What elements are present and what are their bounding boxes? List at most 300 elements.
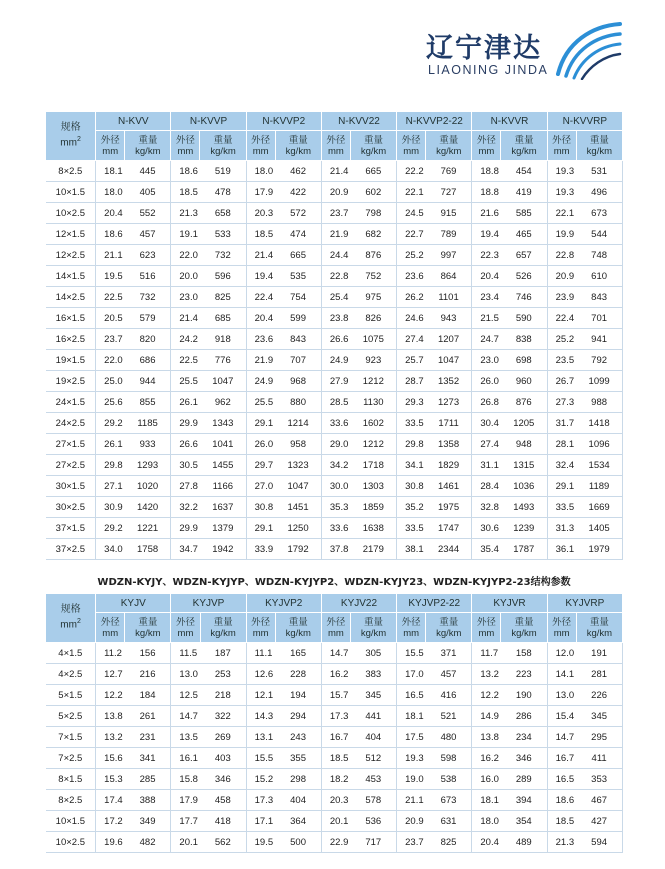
outer-diameter-cell: 16.5 xyxy=(547,769,576,790)
weight-cell: 572 xyxy=(275,203,321,224)
spec-cell: 37×2.5 xyxy=(46,539,96,560)
outer-diameter-header: 外径 mm xyxy=(547,131,576,161)
weight-cell: 289 xyxy=(501,769,547,790)
weight-cell: 658 xyxy=(200,203,246,224)
outer-diameter-cell: 25.5 xyxy=(246,392,275,413)
table-row xyxy=(46,664,623,685)
spec-cell: 24×1.5 xyxy=(46,392,96,413)
group-header: N-KVVP2-22 xyxy=(397,112,472,131)
outer-diameter-cell: 21.6 xyxy=(472,203,501,224)
table-row xyxy=(46,727,623,748)
outer-diameter-cell: 33.9 xyxy=(246,539,275,560)
weight-cell: 298 xyxy=(275,769,321,790)
outer-diameter-cell: 19.3 xyxy=(397,748,426,769)
weight-cell: 1250 xyxy=(275,518,321,539)
weight-cell: 226 xyxy=(576,685,622,706)
outer-diameter-cell: 34.2 xyxy=(321,455,350,476)
outer-diameter-cell: 15.6 xyxy=(96,748,125,769)
outer-diameter-cell: 15.5 xyxy=(246,748,275,769)
weight-cell: 482 xyxy=(125,832,171,853)
weight-header: 重量 kg/km xyxy=(426,131,472,161)
outer-diameter-cell: 26.6 xyxy=(171,434,200,455)
logo-english-name: LIAONING JINDA xyxy=(428,63,549,77)
outer-diameter-cell: 18.5 xyxy=(321,748,350,769)
outer-diameter-cell: 16.5 xyxy=(397,685,426,706)
weight-cell: 516 xyxy=(125,266,171,287)
group-header: N-KVVP2 xyxy=(246,112,321,131)
weight-cell: 1534 xyxy=(576,455,622,476)
weight-header: 重量 kg/km xyxy=(275,613,321,643)
weight-cell: 234 xyxy=(501,727,547,748)
outer-diameter-cell: 20.9 xyxy=(397,811,426,832)
weight-cell: 216 xyxy=(125,664,171,685)
weight-cell: 295 xyxy=(576,727,622,748)
weight-cell: 732 xyxy=(125,287,171,308)
weight-cell: 533 xyxy=(200,224,246,245)
outer-diameter-header: 外径 mm xyxy=(321,131,350,161)
outer-diameter-cell: 14.7 xyxy=(547,727,576,748)
outer-diameter-cell: 31.7 xyxy=(547,413,576,434)
weight-cell: 364 xyxy=(275,811,321,832)
group-header: N-KVVR xyxy=(472,112,547,131)
outer-diameter-header: 外径 mm xyxy=(397,613,426,643)
weight-header: 重量 kg/km xyxy=(576,131,622,161)
outer-diameter-cell: 23.5 xyxy=(547,350,576,371)
outer-diameter-cell: 38.1 xyxy=(397,539,426,560)
outer-diameter-cell: 18.5 xyxy=(246,224,275,245)
outer-diameter-cell: 19.0 xyxy=(397,769,426,790)
spec-cell: 19×2.5 xyxy=(46,371,96,392)
outer-diameter-cell: 14.1 xyxy=(547,664,576,685)
outer-diameter-cell: 22.1 xyxy=(397,182,426,203)
n-kvv-spec-table xyxy=(45,111,623,560)
outer-diameter-cell: 16.0 xyxy=(472,769,501,790)
outer-diameter-header: 外径 mm xyxy=(472,613,501,643)
weight-header: 重量 kg/km xyxy=(275,131,321,161)
group-header: KYJVRP xyxy=(547,594,622,613)
outer-diameter-cell: 12.6 xyxy=(246,664,275,685)
weight-header: 重量 kg/km xyxy=(200,131,246,161)
weight-cell: 1451 xyxy=(275,497,321,518)
outer-diameter-cell: 15.3 xyxy=(96,769,125,790)
weight-cell: 187 xyxy=(200,643,246,664)
table-row xyxy=(46,182,623,203)
outer-diameter-cell: 17.9 xyxy=(171,790,200,811)
weight-cell: 536 xyxy=(350,811,396,832)
weight-cell: 1343 xyxy=(200,413,246,434)
outer-diameter-cell: 16.2 xyxy=(472,748,501,769)
outer-diameter-cell: 18.1 xyxy=(472,790,501,811)
weight-cell: 1166 xyxy=(200,476,246,497)
weight-cell: 1420 xyxy=(125,497,171,518)
weight-cell: 354 xyxy=(501,811,547,832)
weight-cell: 1041 xyxy=(200,434,246,455)
outer-diameter-cell: 19.3 xyxy=(547,161,576,182)
outer-diameter-cell: 12.5 xyxy=(171,685,200,706)
weight-cell: 673 xyxy=(426,790,472,811)
outer-diameter-cell: 18.0 xyxy=(246,161,275,182)
table-row xyxy=(46,245,623,266)
weight-cell: 322 xyxy=(200,706,246,727)
outer-diameter-cell: 26.7 xyxy=(547,371,576,392)
table-row xyxy=(46,685,623,706)
table-row xyxy=(46,350,623,371)
outer-diameter-cell: 23.0 xyxy=(171,287,200,308)
table-row xyxy=(46,434,623,455)
outer-diameter-cell: 33.5 xyxy=(547,497,576,518)
weight-cell: 933 xyxy=(125,434,171,455)
outer-diameter-cell: 14.7 xyxy=(171,706,200,727)
weight-cell: 792 xyxy=(576,350,622,371)
table-row xyxy=(46,308,623,329)
spec-header: 规格 $mm^2$ xyxy=(46,112,96,161)
outer-diameter-cell: 15.2 xyxy=(246,769,275,790)
outer-diameter-cell: 33.5 xyxy=(397,413,426,434)
weight-cell: 1189 xyxy=(576,476,622,497)
outer-diameter-cell: 22.8 xyxy=(547,245,576,266)
outer-diameter-cell: 24.5 xyxy=(397,203,426,224)
weight-cell: 1711 xyxy=(426,413,472,434)
weight-cell: 798 xyxy=(350,203,396,224)
weight-cell: 578 xyxy=(350,790,396,811)
outer-diameter-cell: 16.7 xyxy=(321,727,350,748)
outer-diameter-cell: 15.7 xyxy=(321,685,350,706)
outer-diameter-cell: 18.1 xyxy=(397,706,426,727)
spec-cell: 10×2.5 xyxy=(46,203,96,224)
outer-diameter-cell: 24.9 xyxy=(246,371,275,392)
weight-cell: 1379 xyxy=(200,518,246,539)
outer-diameter-cell: 22.0 xyxy=(171,245,200,266)
weight-cell: 531 xyxy=(576,161,622,182)
weight-cell: 1221 xyxy=(125,518,171,539)
weight-cell: 975 xyxy=(350,287,396,308)
outer-diameter-cell: 35.2 xyxy=(397,497,426,518)
outer-diameter-cell: 34.1 xyxy=(397,455,426,476)
weight-cell: 1099 xyxy=(576,371,622,392)
outer-diameter-cell: 37.8 xyxy=(321,539,350,560)
outer-diameter-cell: 26.2 xyxy=(397,287,426,308)
weight-cell: 457 xyxy=(125,224,171,245)
table-row xyxy=(46,706,623,727)
outer-diameter-cell: 12.2 xyxy=(96,685,125,706)
weight-cell: 1758 xyxy=(125,539,171,560)
outer-diameter-cell: 20.3 xyxy=(321,790,350,811)
weight-cell: 1315 xyxy=(501,455,547,476)
weight-cell: 480 xyxy=(426,727,472,748)
weight-cell: 826 xyxy=(350,308,396,329)
table-row xyxy=(46,769,623,790)
spec-cell: 5×1.5 xyxy=(46,685,96,706)
weight-header: 重量 kg/km xyxy=(501,131,547,161)
spec-cell: 16×2.5 xyxy=(46,329,96,350)
group-header: KYJVP2-22 xyxy=(397,594,472,613)
outer-diameter-header: 外径 mm xyxy=(171,131,200,161)
outer-diameter-cell: 17.2 xyxy=(96,811,125,832)
table-row xyxy=(46,392,623,413)
weight-cell: 1101 xyxy=(426,287,472,308)
weight-cell: 286 xyxy=(501,706,547,727)
weight-cell: 462 xyxy=(275,161,321,182)
outer-diameter-cell: 18.2 xyxy=(321,769,350,790)
outer-diameter-cell: 23.7 xyxy=(96,329,125,350)
outer-diameter-cell: 20.5 xyxy=(96,308,125,329)
weight-cell: 1638 xyxy=(350,518,396,539)
outer-diameter-cell: 23.7 xyxy=(397,832,426,853)
weight-cell: 1293 xyxy=(125,455,171,476)
outer-diameter-cell: 28.4 xyxy=(472,476,501,497)
table-row xyxy=(46,329,623,350)
outer-diameter-cell: 18.1 xyxy=(96,161,125,182)
weight-cell: 1461 xyxy=(426,476,472,497)
weight-cell: 1942 xyxy=(200,539,246,560)
outer-diameter-cell: 23.6 xyxy=(397,266,426,287)
weight-cell: 915 xyxy=(426,203,472,224)
spec-cell: 5×2.5 xyxy=(46,706,96,727)
outer-diameter-cell: 27.1 xyxy=(96,476,125,497)
weight-cell: 544 xyxy=(576,224,622,245)
outer-diameter-cell: 16.1 xyxy=(171,748,200,769)
weight-cell: 1747 xyxy=(426,518,472,539)
weight-cell: 478 xyxy=(200,182,246,203)
outer-diameter-cell: 18.5 xyxy=(171,182,200,203)
weight-cell: 1207 xyxy=(426,329,472,350)
outer-diameter-cell: 33.6 xyxy=(321,413,350,434)
weight-cell: 526 xyxy=(501,266,547,287)
outer-diameter-cell: 16.7 xyxy=(547,748,576,769)
outer-diameter-cell: 21.3 xyxy=(547,832,576,853)
weight-cell: 789 xyxy=(426,224,472,245)
outer-diameter-cell: 15.4 xyxy=(547,706,576,727)
outer-diameter-cell: 13.0 xyxy=(547,685,576,706)
table-row xyxy=(46,371,623,392)
weight-cell: 701 xyxy=(576,308,622,329)
group-header: KYJVP xyxy=(171,594,246,613)
weight-cell: 457 xyxy=(426,664,472,685)
outer-diameter-cell: 22.7 xyxy=(397,224,426,245)
weight-cell: 184 xyxy=(125,685,171,706)
table-row xyxy=(46,224,623,245)
weight-cell: 727 xyxy=(426,182,472,203)
outer-diameter-cell: 33.6 xyxy=(321,518,350,539)
spec-cell: 30×2.5 xyxy=(46,497,96,518)
outer-diameter-cell: 25.6 xyxy=(96,392,125,413)
outer-diameter-cell: 20.4 xyxy=(246,308,275,329)
weight-cell: 876 xyxy=(501,392,547,413)
outer-diameter-cell: 30.6 xyxy=(472,518,501,539)
outer-diameter-header: 外径 mm xyxy=(246,613,275,643)
weight-cell: 843 xyxy=(275,329,321,350)
weight-cell: 418 xyxy=(200,811,246,832)
weight-cell: 1493 xyxy=(501,497,547,518)
swoosh-logo-icon xyxy=(552,18,622,80)
weight-cell: 190 xyxy=(501,685,547,706)
outer-diameter-cell: 24.9 xyxy=(321,350,350,371)
group-header: N-KVV xyxy=(96,112,171,131)
outer-diameter-cell: 20.4 xyxy=(472,266,501,287)
outer-diameter-cell: 30.8 xyxy=(246,497,275,518)
weight-cell: 997 xyxy=(426,245,472,266)
table-row xyxy=(46,518,623,539)
spec-cell: 8×2.5 xyxy=(46,790,96,811)
spec-cell: 27×2.5 xyxy=(46,455,96,476)
spec-cell: 4×1.5 xyxy=(46,643,96,664)
weight-cell: 345 xyxy=(576,706,622,727)
table-row xyxy=(46,476,623,497)
weight-cell: 427 xyxy=(576,811,622,832)
weight-cell: 404 xyxy=(350,727,396,748)
weight-cell: 623 xyxy=(125,245,171,266)
weight-cell: 579 xyxy=(125,308,171,329)
weight-cell: 1205 xyxy=(501,413,547,434)
spec-cell: 12×1.5 xyxy=(46,224,96,245)
weight-cell: 261 xyxy=(125,706,171,727)
weight-cell: 419 xyxy=(501,182,547,203)
outer-diameter-cell: 17.1 xyxy=(246,811,275,832)
outer-diameter-cell: 22.0 xyxy=(96,350,125,371)
weight-cell: 1979 xyxy=(576,539,622,560)
weight-cell: 665 xyxy=(350,161,396,182)
weight-header: 重量 kg/km xyxy=(125,613,171,643)
weight-cell: 657 xyxy=(501,245,547,266)
weight-cell: 732 xyxy=(200,245,246,266)
outer-diameter-cell: 22.8 xyxy=(321,266,350,287)
weight-cell: 1047 xyxy=(275,476,321,497)
outer-diameter-cell: 11.2 xyxy=(96,643,125,664)
table-row xyxy=(46,413,623,434)
weight-header: 重量 kg/km xyxy=(125,131,171,161)
weight-cell: 1303 xyxy=(350,476,396,497)
table-row xyxy=(46,497,623,518)
weight-cell: 416 xyxy=(426,685,472,706)
outer-diameter-cell: 19.1 xyxy=(171,224,200,245)
outer-diameter-cell: 18.0 xyxy=(96,182,125,203)
outer-diameter-cell: 17.0 xyxy=(397,664,426,685)
weight-cell: 467 xyxy=(576,790,622,811)
weight-cell: 496 xyxy=(576,182,622,203)
weight-cell: 441 xyxy=(350,706,396,727)
outer-diameter-header: 外径 mm xyxy=(96,131,125,161)
outer-diameter-cell: 26.6 xyxy=(321,329,350,350)
weight-cell: 458 xyxy=(200,790,246,811)
weight-cell: 988 xyxy=(576,392,622,413)
spec-cell: 37×1.5 xyxy=(46,518,96,539)
weight-cell: 876 xyxy=(350,245,396,266)
weight-cell: 944 xyxy=(125,371,171,392)
outer-diameter-cell: 30.0 xyxy=(321,476,350,497)
weight-cell: 918 xyxy=(200,329,246,350)
outer-diameter-cell: 20.1 xyxy=(171,832,200,853)
weight-cell: 599 xyxy=(275,308,321,329)
outer-diameter-cell: 29.1 xyxy=(246,413,275,434)
outer-diameter-cell: 23.0 xyxy=(472,350,501,371)
outer-diameter-header: 外径 mm xyxy=(397,131,426,161)
outer-diameter-header: 外径 mm xyxy=(321,613,350,643)
weight-cell: 269 xyxy=(200,727,246,748)
logo-chinese-name: 辽宁津达 xyxy=(426,33,542,64)
spec-cell: 30×1.5 xyxy=(46,476,96,497)
weight-cell: 682 xyxy=(350,224,396,245)
weight-cell: 538 xyxy=(426,769,472,790)
outer-diameter-cell: 19.5 xyxy=(96,266,125,287)
table-row xyxy=(46,643,623,664)
outer-diameter-cell: 18.6 xyxy=(96,224,125,245)
weight-header: 重量 kg/km xyxy=(501,613,547,643)
outer-diameter-cell: 23.9 xyxy=(547,287,576,308)
outer-diameter-cell: 11.5 xyxy=(171,643,200,664)
outer-diameter-header: 外径 mm xyxy=(96,613,125,643)
weight-cell: 465 xyxy=(501,224,547,245)
weight-cell: 596 xyxy=(200,266,246,287)
outer-diameter-cell: 34.0 xyxy=(96,539,125,560)
weight-cell: 453 xyxy=(350,769,396,790)
outer-diameter-cell: 17.5 xyxy=(397,727,426,748)
weight-cell: 673 xyxy=(576,203,622,224)
weight-cell: 371 xyxy=(426,643,472,664)
weight-cell: 707 xyxy=(275,350,321,371)
outer-diameter-cell: 29.7 xyxy=(246,455,275,476)
outer-diameter-cell: 21.4 xyxy=(246,245,275,266)
weight-cell: 1212 xyxy=(350,371,396,392)
weight-header: 重量 kg/km xyxy=(350,131,396,161)
weight-cell: 1418 xyxy=(576,413,622,434)
outer-diameter-cell: 19.4 xyxy=(472,224,501,245)
outer-diameter-cell: 17.9 xyxy=(246,182,275,203)
outer-diameter-cell: 17.3 xyxy=(321,706,350,727)
outer-diameter-cell: 31.3 xyxy=(547,518,576,539)
weight-cell: 158 xyxy=(501,643,547,664)
weight-cell: 962 xyxy=(200,392,246,413)
spec-cell: 4×2.5 xyxy=(46,664,96,685)
outer-diameter-cell: 20.9 xyxy=(321,182,350,203)
outer-diameter-cell: 27.3 xyxy=(547,392,576,413)
outer-diameter-cell: 21.5 xyxy=(472,308,501,329)
weight-cell: 500 xyxy=(275,832,321,853)
weight-cell: 411 xyxy=(576,748,622,769)
outer-diameter-cell: 26.1 xyxy=(171,392,200,413)
weight-cell: 535 xyxy=(275,266,321,287)
weight-cell: 1239 xyxy=(501,518,547,539)
outer-diameter-cell: 27.9 xyxy=(321,371,350,392)
weight-cell: 346 xyxy=(200,769,246,790)
weight-cell: 825 xyxy=(200,287,246,308)
weight-cell: 489 xyxy=(501,832,547,853)
outer-diameter-cell: 25.0 xyxy=(96,371,125,392)
weight-cell: 941 xyxy=(576,329,622,350)
weight-cell: 960 xyxy=(501,371,547,392)
weight-cell: 1975 xyxy=(426,497,472,518)
weight-cell: 512 xyxy=(350,748,396,769)
outer-diameter-cell: 21.4 xyxy=(171,308,200,329)
weight-cell: 1047 xyxy=(426,350,472,371)
weight-cell: 748 xyxy=(576,245,622,266)
outer-diameter-cell: 24.7 xyxy=(472,329,501,350)
table2-caption: WDZN-KYJY、WDZN-KYJYP、WDZN-KYJYP2、WDZN-KYJY23、WDZN-KYJYP2-23结构参数 xyxy=(97,577,571,588)
outer-diameter-cell: 18.8 xyxy=(472,182,501,203)
outer-diameter-cell: 30.4 xyxy=(472,413,501,434)
outer-diameter-cell: 13.2 xyxy=(472,664,501,685)
outer-diameter-header: 外径 mm xyxy=(472,131,501,161)
outer-diameter-cell: 30.8 xyxy=(397,476,426,497)
table-row xyxy=(46,748,623,769)
weight-cell: 665 xyxy=(275,245,321,266)
outer-diameter-cell: 17.4 xyxy=(96,790,125,811)
outer-diameter-cell: 23.8 xyxy=(321,308,350,329)
outer-diameter-cell: 13.0 xyxy=(171,664,200,685)
table-row xyxy=(46,287,623,308)
weight-cell: 1036 xyxy=(501,476,547,497)
weight-cell: 1323 xyxy=(275,455,321,476)
outer-diameter-cell: 21.9 xyxy=(246,350,275,371)
